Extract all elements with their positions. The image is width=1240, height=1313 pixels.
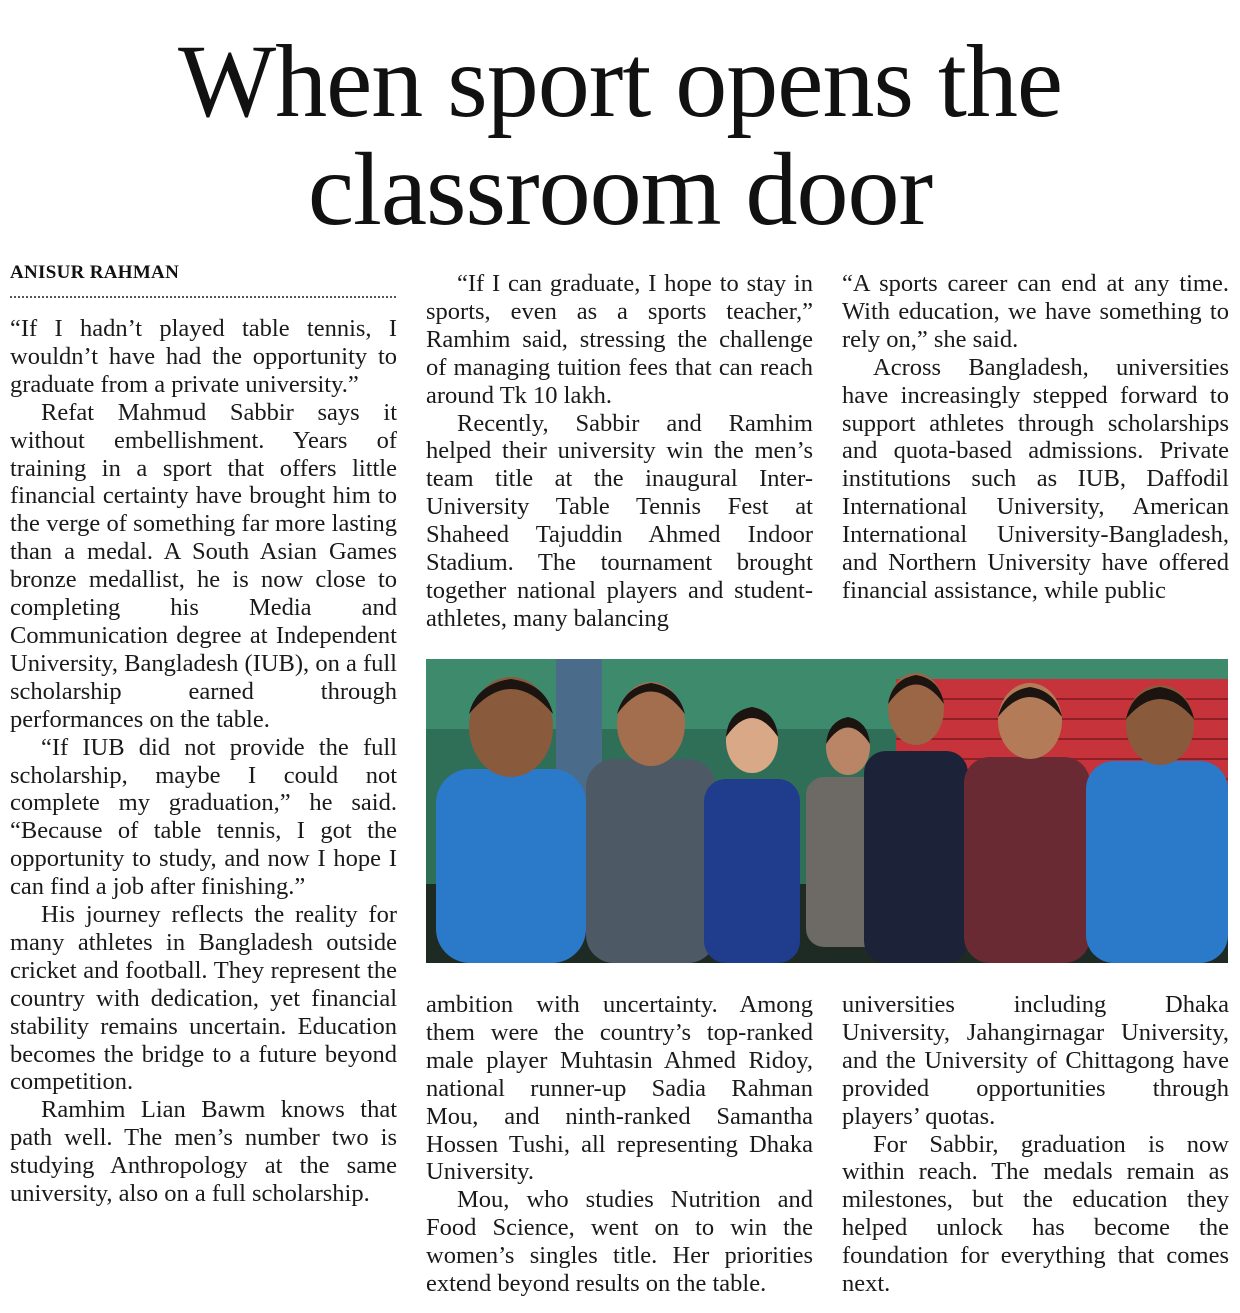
paragraph: Ramhim Lian Bawm knows that path well. The men’s number two is studying Anthropology at the same university, also on a full scholarship. (10, 1096, 397, 1208)
paragraph: Recently, Sabbir and Ramhim helped their university win the men’s team title at the inaugural Inter-University Table Tennis Fest at Shaheed Tajuddin Ahmed Indoor Stadium. The tournament brought together national players and student-athletes, many balancing (426, 409, 813, 632)
paragraph: For Sabbir, graduation is now within reach. The medals remain as milestones, but the education they helped unlock has become the foundation for everything that comes next. (842, 1130, 1229, 1298)
paragraph: Mou, who studies Nutrition and Food Science, went on to win the women’s singles title. Her priorities extend beyond results on the table. (426, 1186, 813, 1298)
group-photo-icon (426, 659, 1228, 963)
article-column-2-bottom (426, 991, 813, 1305)
paragraph: Across Bangladesh, universities have increasingly stepped forward to support athletes through scholarships and quota-based admissions. Private institutions such as IUB, Daffodil International University, American International University-Bangladesh, and Northern University have offered financial assistance, while public (842, 353, 1229, 604)
paragraph: universities including Dhaka University, Jahangirnagar University, and the University of Chittagong have provided opportunities through players’ quotas. (842, 991, 1229, 1130)
paragraph: “If IUB did not provide the full scholarship, maybe I could not complete my graduation,” he said. “Because of table tennis, I got the opportunity to study, and now I hope I can find a job after finishing.” (10, 733, 397, 901)
article-column-1 (10, 315, 397, 1305)
article-column-2-top (426, 270, 813, 636)
headline-line-2: classroom door (307, 132, 933, 247)
headline (0, 24, 1240, 247)
paragraph: “If I can graduate, I hope to stay in sports, even as a sports teacher,” Ramhim said, stressing the challenge of managing tuition fees that can reach around Tk 10 lakh. (426, 270, 813, 409)
paragraph: Refat Mahmud Sabbir says it without embellishment. Years of training in a sport that offers little financial certainty have brought him to the verge of something far more lasting than a medal. A South Asian Games bronze medallist, he is now close to completing his Media and Communication degree at Independent University, Bangladesh (IUB), on a full scholarship earned through performances on the table. (10, 398, 397, 733)
byline: ANISUR RAHMAN (10, 262, 180, 283)
paragraph: ambition with uncertainty. Among them were the country’s top-ranked male player Muhtasin Ahmed Ridoy, national runner-up Sadia Rahman Mou, and ninth-ranked Samantha Hossen Tushi, all representing Dhaka University. (426, 991, 813, 1186)
players-group-photo (426, 659, 1228, 963)
article-column-3-top (842, 270, 1229, 636)
paragraph: His journey reflects the reality for many athletes in Bangladesh outside cricket and football. They represent the country with dedication, yet financial stability remains uncertain. Education becomes the bridge to a future beyond competition. (10, 901, 397, 1096)
paragraph: “If I hadn’t played table tennis, I wouldn’t have had the opportunity to graduate from a private university.” (10, 315, 397, 398)
byline-divider (10, 296, 396, 298)
headline-line-1: When sport opens the (177, 24, 1062, 139)
paragraph: “A sports career can end at any time. With education, we have something to rely on,” she said. (842, 270, 1229, 353)
article-column-3-bottom (842, 991, 1229, 1305)
